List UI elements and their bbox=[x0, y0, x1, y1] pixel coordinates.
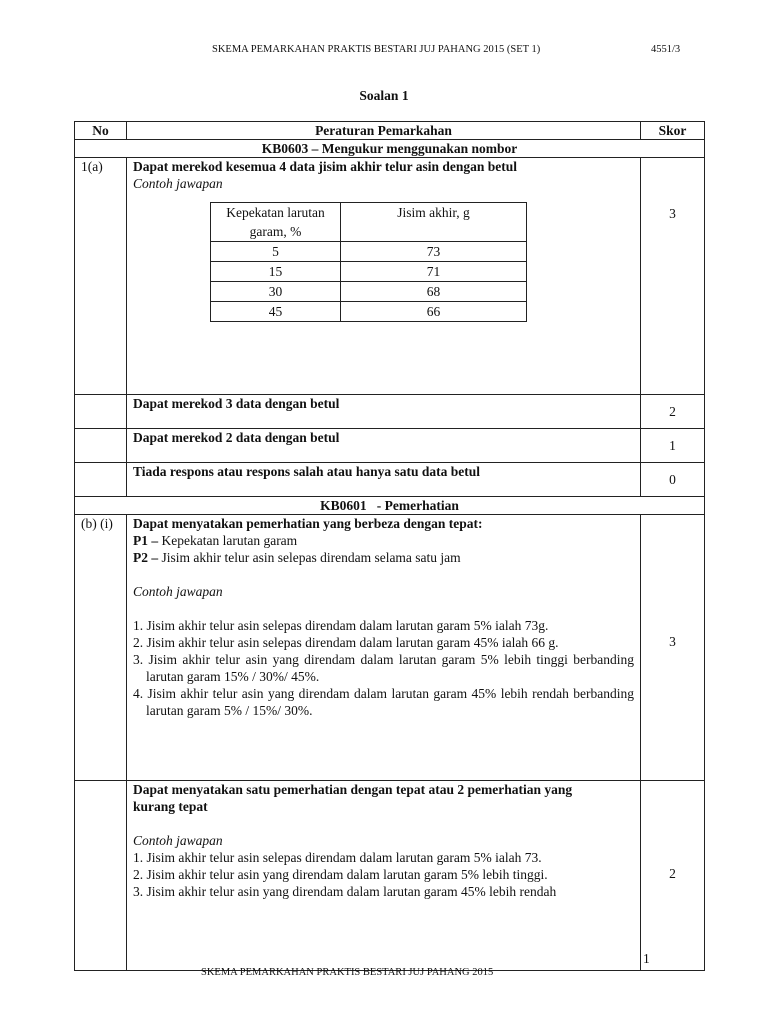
section-title-kb0603: KB0603 – Mengukur menggunakan nombor bbox=[75, 140, 705, 158]
criterion-text: Tiada respons atau respons salah atau hanya satu data betul bbox=[127, 463, 641, 497]
p1-label: P1 – bbox=[133, 533, 159, 548]
row-number bbox=[75, 395, 127, 429]
footer-text: SKEMA PEMARKAHAN PRAKTIS BESTARI JUJ PAHANG 2015 bbox=[201, 967, 494, 978]
table-row bbox=[75, 395, 705, 429]
mass-cell: 71 bbox=[341, 262, 527, 282]
data-table bbox=[210, 202, 527, 322]
page-number: 1 bbox=[643, 951, 650, 966]
criterion-text: Dapat merekod 3 data dengan betul bbox=[127, 395, 641, 429]
table-header-row bbox=[75, 122, 705, 140]
p2-line bbox=[133, 549, 634, 566]
criterion-text: Dapat menyatakan pemerhatian yang berbeza dengan tepat: bbox=[133, 516, 483, 531]
criterion-text: Dapat merekod kesemua 4 data jisim akhir telur asin dengan betul bbox=[133, 159, 518, 174]
score-cell bbox=[641, 395, 705, 429]
section-title-kb0601: KB0601 - Pemerhatian bbox=[75, 497, 705, 515]
marking-scheme-table bbox=[74, 121, 705, 971]
score-value: 2 bbox=[669, 404, 676, 419]
table-row bbox=[75, 463, 705, 497]
table-row bbox=[75, 429, 705, 463]
p1-line bbox=[133, 532, 634, 549]
table-row bbox=[75, 781, 705, 971]
score-cell bbox=[641, 515, 705, 781]
section-row bbox=[75, 497, 705, 515]
example-label: Contoh jawapan bbox=[133, 176, 223, 191]
mass-cell: 68 bbox=[341, 282, 527, 302]
concentration-header: Kepekatan larutan garam, % bbox=[211, 203, 341, 242]
header-code: 4551/3 bbox=[651, 44, 681, 55]
list-item: 1. Jisim akhir telur asin selepas direndam dalam larutan garam 5% ialah 73g. bbox=[133, 618, 549, 633]
p2-label: P2 – bbox=[133, 550, 159, 565]
data-table-header bbox=[211, 203, 527, 242]
criterion-text: Dapat merekod 2 data dengan betul bbox=[127, 429, 641, 463]
score-cell bbox=[641, 463, 705, 497]
example-label: Contoh jawapan bbox=[133, 833, 223, 848]
table-row bbox=[75, 515, 705, 781]
p2-text: Jisim akhir telur asin selepas direndam selama satu jam bbox=[158, 550, 461, 565]
header-score: Skor bbox=[641, 122, 705, 140]
score-value: 0 bbox=[669, 472, 676, 487]
page-title: Soalan 1 bbox=[359, 88, 409, 103]
data-row bbox=[211, 242, 527, 262]
mass-header: Jisim akhir, g bbox=[341, 203, 527, 242]
list-item: 2. Jisim akhir telur asin yang direndam dalam larutan garam 5% lebih tinggi. bbox=[133, 867, 548, 882]
mass-cell: 73 bbox=[341, 242, 527, 262]
header-no: No bbox=[75, 122, 127, 140]
data-row bbox=[211, 262, 527, 282]
score-value: 1 bbox=[669, 438, 676, 453]
concentration-cell: 30 bbox=[211, 282, 341, 302]
list-item: 4. Jisim akhir telur asin yang direndam dalam larutan garam 45% lebih rendah berbanding larutan garam 5% / 15%/ 30%. bbox=[133, 686, 634, 718]
row-number: 1(a) bbox=[75, 158, 127, 395]
row-number bbox=[75, 429, 127, 463]
criterion-cell bbox=[127, 781, 641, 971]
list-item: 2. Jisim akhir telur asin selepas direndam dalam larutan garam 45% ialah 66 g. bbox=[133, 635, 559, 650]
concentration-cell: 5 bbox=[211, 242, 341, 262]
score-value: 3 bbox=[669, 206, 676, 221]
list-item: 3. Jisim akhir telur asin yang direndam dalam larutan garam 5% lebih tinggi berbanding larutan garam 15% / 30%/ 45%. bbox=[133, 652, 634, 684]
section-row bbox=[75, 140, 705, 158]
p1-text: Kepekatan larutan garam bbox=[158, 533, 298, 548]
score-value: 3 bbox=[669, 634, 676, 649]
table-row bbox=[75, 158, 705, 395]
score-value: 2 bbox=[669, 866, 676, 881]
mass-cell: 66 bbox=[341, 302, 527, 322]
header-rules: Peraturan Pemarkahan bbox=[127, 122, 641, 140]
data-row bbox=[211, 282, 527, 302]
example-label: Contoh jawapan bbox=[133, 584, 223, 599]
header-title: SKEMA PEMARKAHAN PRAKTIS BESTARI JUJ PAHANG 2015 (SET 1) bbox=[212, 44, 541, 55]
criterion-text: Dapat menyatakan satu pemerhatian dengan tepat atau 2 pemerhatian yang kurang tepat bbox=[133, 782, 573, 814]
score-cell bbox=[641, 158, 705, 395]
criterion-cell bbox=[127, 515, 641, 781]
list-item: 3. Jisim akhir telur asin yang direndam dalam larutan garam 45% lebih rendah bbox=[133, 884, 557, 899]
criterion-cell bbox=[127, 158, 641, 395]
concentration-cell: 15 bbox=[211, 262, 341, 282]
data-row bbox=[211, 302, 527, 322]
row-number bbox=[75, 781, 127, 971]
concentration-cell: 45 bbox=[211, 302, 341, 322]
list-item: 1. Jisim akhir telur asin selepas direndam dalam larutan garam 5% ialah 73. bbox=[133, 850, 542, 865]
row-number: (b) (i) bbox=[75, 515, 127, 781]
score-cell bbox=[641, 781, 705, 971]
row-number bbox=[75, 463, 127, 497]
score-cell bbox=[641, 429, 705, 463]
